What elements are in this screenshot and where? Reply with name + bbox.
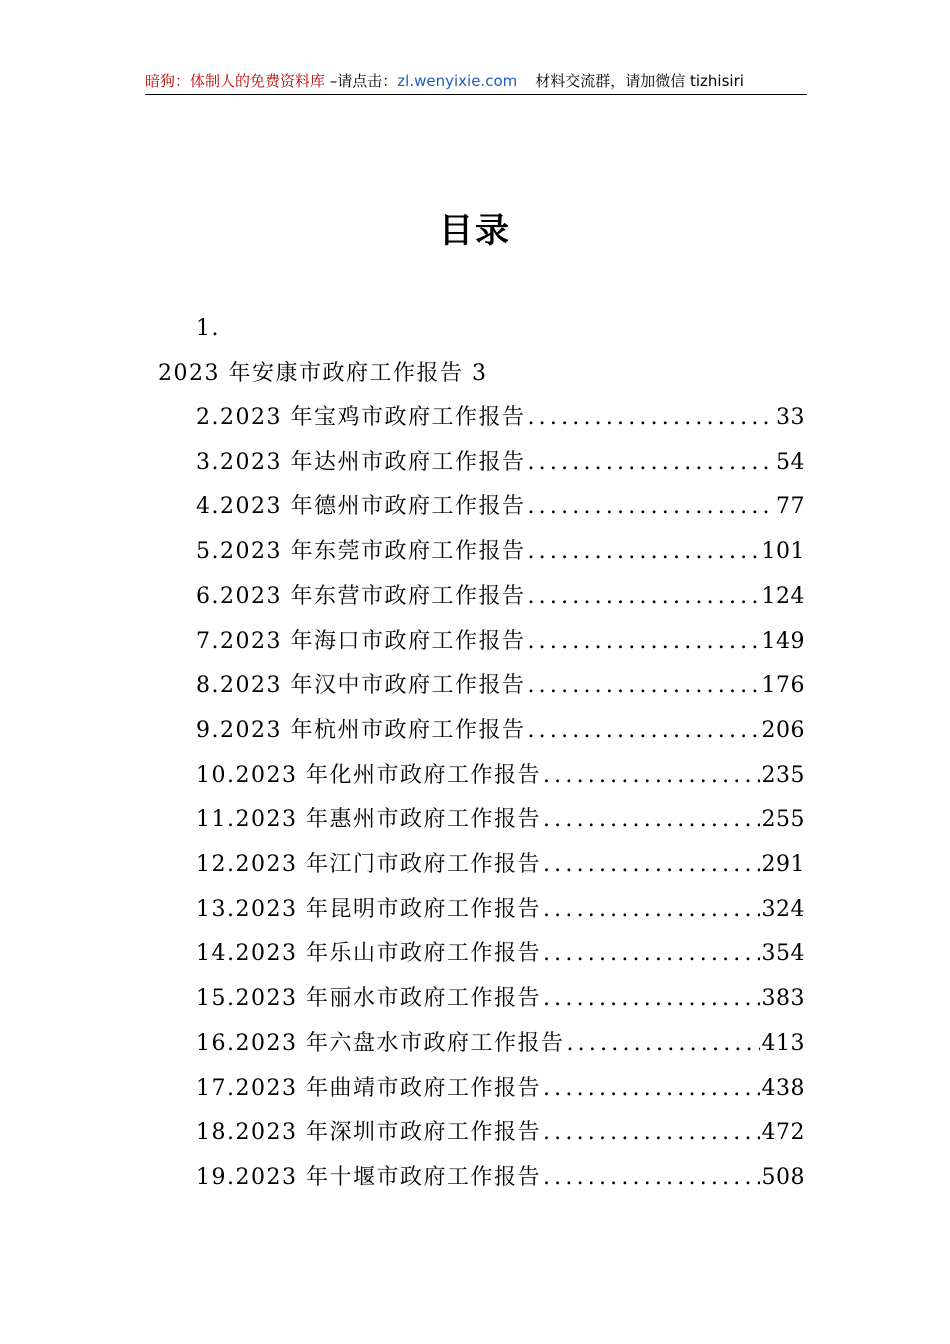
toc-entry-page: 33 [776,405,805,430]
toc-entry-page: 383 [761,986,805,1012]
toc-entry-page: 235 [761,762,805,788]
toc-entry[interactable] [196,671,805,701]
toc-entry-page: 324 [761,896,805,922]
page-title: 目录 [439,211,511,251]
toc-dot-leader [543,1163,760,1193]
toc-entry[interactable] [196,1029,805,1059]
toc-dot-leader [527,537,759,567]
toc-entry[interactable] [196,716,805,746]
toc-dot-leader [527,492,774,522]
toc-entry-page: 255 [761,807,805,833]
toc-entry[interactable] [196,1074,805,1104]
toc-entry[interactable] [196,582,805,612]
toc-entry-label: 15.2023 年丽水市政府工作报告 [196,986,541,1012]
header-group-note: 材料交流群，请加微信 tizhisiri [535,72,744,90]
toc-entry-page: 77 [776,494,805,520]
toc-dot-leader [543,850,760,880]
toc-entry-page: 101 [761,539,805,565]
toc-first-number: 1. [196,316,220,341]
toc-dot-leader [527,716,759,746]
toc-entry-label: 4.2023 年德州市政府工作报告 [196,494,526,520]
toc-entry-label: 10.2023 年化州市政府工作报告 [196,762,541,788]
toc-entry[interactable] [196,403,805,433]
toc-entry-label: 19.2023 年十堰市政府工作报告 [196,1164,541,1190]
toc-entry-page: 291 [761,852,805,877]
toc-entry-label: 3.2023 年达州市政府工作报告 [196,449,526,475]
toc-entry-label: 17.2023 年曲靖市政府工作报告 [196,1075,541,1101]
toc-entry[interactable] [196,627,805,657]
toc-entry-page: 124 [761,583,805,609]
toc-entry[interactable] [196,1118,805,1148]
toc-dot-leader [527,627,759,657]
toc-entry[interactable] [196,448,805,478]
toc-entry[interactable] [196,761,805,791]
toc-entry[interactable] [196,537,805,567]
toc-entry[interactable] [196,1163,805,1193]
toc-entry-page: 54 [776,449,805,475]
toc-entry[interactable] [196,939,805,969]
page-header [145,68,807,94]
toc-entry-page: 176 [761,673,805,699]
toc-dot-leader [543,761,760,791]
toc-entry-label: 6.2023 年东营市政府工作报告 [196,583,526,609]
header-divider [145,94,807,95]
toc-entry-page: 206 [761,717,805,743]
toc-entry-label: 8.2023 年汉中市政府工作报告 [196,673,526,699]
toc-entry-label: 2.2023 年宝鸡市政府工作报告 [196,405,526,430]
toc-entry[interactable] [196,492,805,522]
toc-entry-page: 354 [761,941,805,967]
toc-dot-leader [527,582,759,612]
toc-dot-leader [527,403,774,433]
toc-entry-label: 13.2023 年昆明市政府工作报告 [196,896,541,922]
toc-entry-label: 16.2023 年六盘水市政府工作报告 [196,1030,565,1056]
toc-dot-leader [543,895,760,925]
toc-dot-leader [543,984,760,1014]
toc-dot-leader [527,448,774,478]
toc-entry-page: 508 [761,1164,805,1190]
toc-entry-label: 9.2023 年杭州市政府工作报告 [196,717,526,743]
toc-entry-page: 149 [761,628,805,654]
toc-dot-leader [527,671,759,701]
toc-entry-page: 438 [761,1075,805,1101]
toc-entry-page: 472 [761,1120,805,1146]
toc-dot-leader [543,1074,760,1104]
header-click-prompt: –请点击： [325,72,398,90]
toc-entry-label: 7.2023 年海口市政府工作报告 [196,628,526,654]
toc-entry-page: 413 [761,1030,805,1056]
toc-entry[interactable] [196,805,805,835]
toc-entry-label: 5.2023 年东莞市政府工作报告 [196,539,526,565]
toc-dot-leader [543,805,760,835]
toc-entry-label: 11.2023 年惠州市政府工作报告 [196,807,541,833]
toc-dot-leader [543,1118,760,1148]
toc-entry-label: 18.2023 年深圳市政府工作报告 [196,1120,541,1146]
toc-dot-leader [543,939,760,969]
toc-first-entry[interactable]: 2023 年安康市政府工作报告 3 [158,361,488,386]
toc-entry[interactable] [196,895,805,925]
toc-dot-leader [566,1029,759,1059]
toc-entry-label: 14.2023 年乐山市政府工作报告 [196,941,541,967]
header-url-link[interactable]: zl.wenyixie.com [397,72,518,90]
toc-entry[interactable] [196,850,805,880]
header-site-name: 暗狗：体制人的免费资料库 [145,72,326,90]
toc-entry-label: 12.2023 年江门市政府工作报告 [196,852,541,877]
toc-entry[interactable] [196,984,805,1014]
